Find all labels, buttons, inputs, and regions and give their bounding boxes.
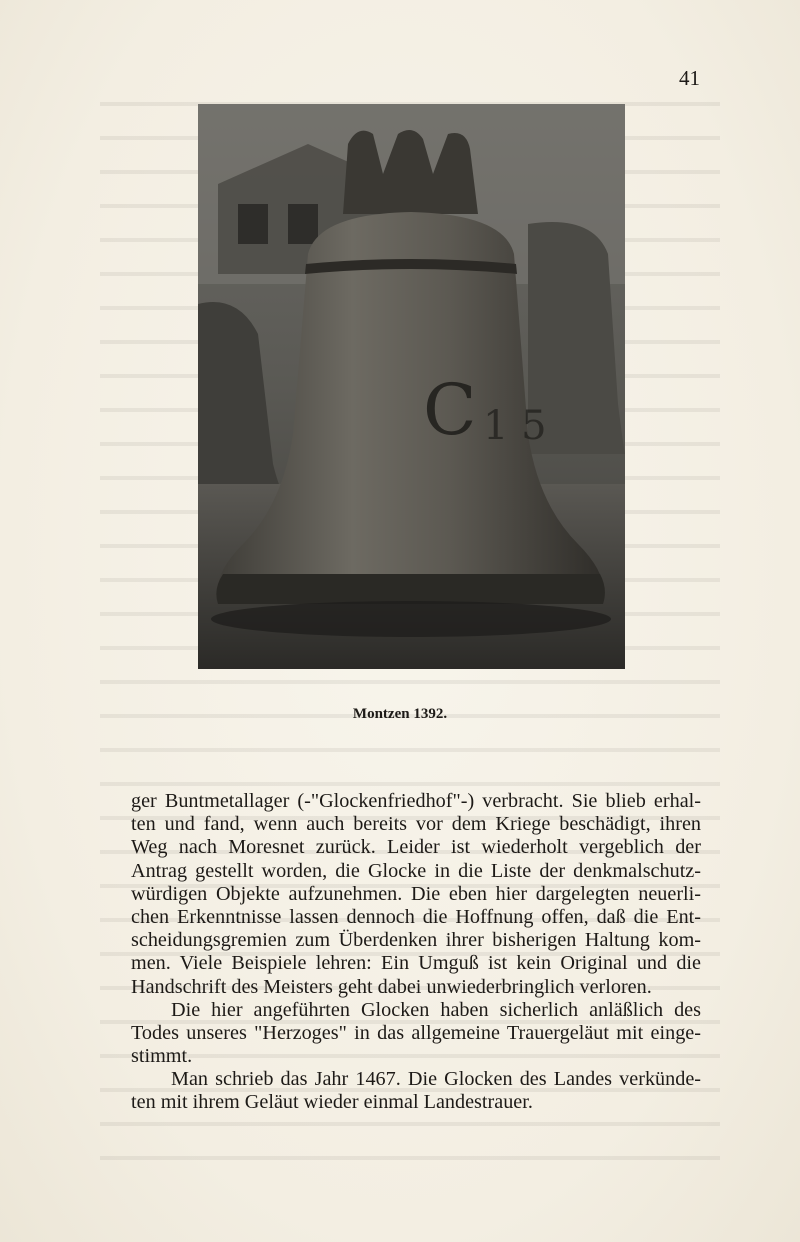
text-line: ger Buntmetallager (-"Glockenfriedhof"-) verbracht. Sie blieb erhal-: [131, 790, 701, 812]
text-line: chen Erkenntnisse lassen dennoch die Hoffnung offen, daß die Ent-: [131, 905, 701, 928]
body-text: [131, 790, 701, 1115]
text-line: Die hier angeführten Glocken haben sicherlich anläßlich des: [171, 998, 701, 1021]
text-line: würdigen Objekte aufzunehmen. Die eben hier dargelegten neuerli-: [131, 882, 701, 905]
text-line: Antrag gestellt worden, die Glocke in die Liste der denkmalschutz-: [131, 859, 701, 882]
svg-text:C: C: [423, 369, 477, 451]
photo-caption: Montzen 1392.: [352, 706, 448, 722]
text-line: stimmt.: [131, 1045, 193, 1068]
bell-photograph: [198, 104, 625, 669]
text-line: ten und fand, wenn auch bereits vor dem Kriege beschädigt, ihren: [131, 813, 701, 836]
text-line: Handschrift des Meisters geht dabei unwiederbringlich verloren.: [131, 975, 652, 998]
text-line: men. Viele Beispiele lehren: Ein Umguß ist kein Original und die: [131, 952, 701, 975]
page-number: 41: [679, 66, 700, 90]
text-line: scheidungsgremien zum Überdenken ihrer bisherigen Haltung kom-: [131, 929, 701, 952]
text-line: Todes unseres "Herzoges" in das allgemeine Trauergeläut mit einge-: [131, 1021, 701, 1044]
svg-text:1 5: 1 5: [483, 403, 547, 449]
text-line: ten mit ihrem Geläut wieder einmal Landestrauer.: [131, 1091, 533, 1114]
text-line: Weg nach Moresnet zurück. Leider ist wiederholt vergeblich der: [131, 836, 701, 859]
text-line: Man schrieb das Jahr 1467. Die Glocken des Landes verkünde-: [171, 1068, 701, 1091]
